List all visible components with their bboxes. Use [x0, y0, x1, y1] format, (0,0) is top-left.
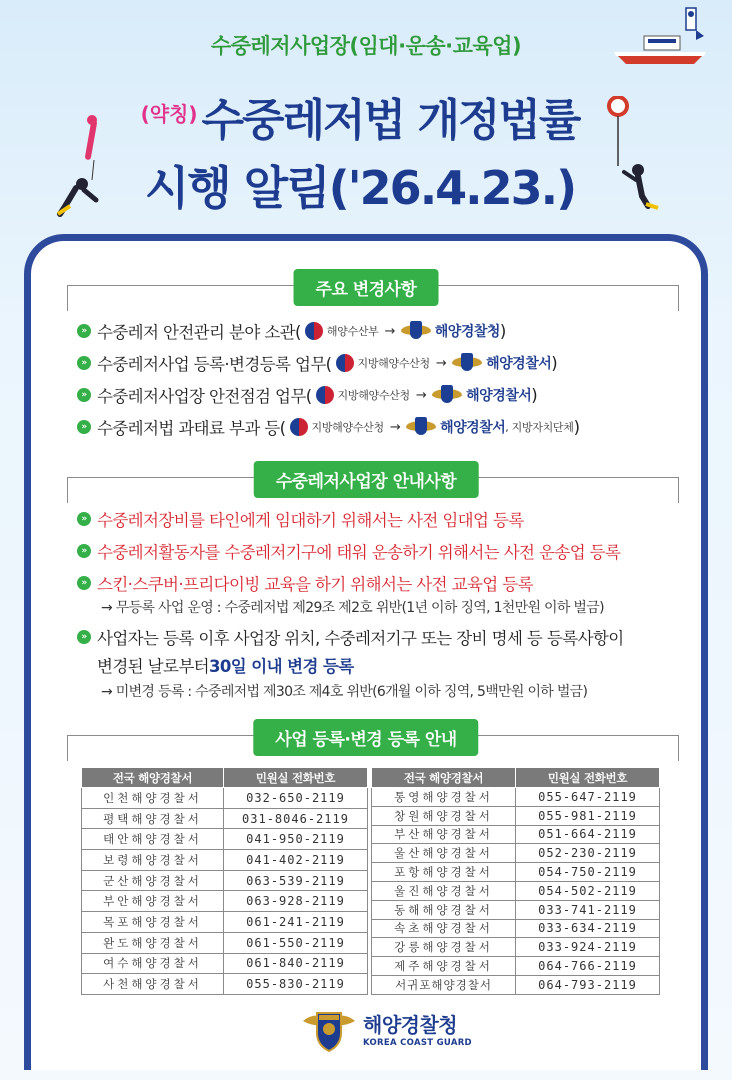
office-name: 창원해양경찰서	[372, 806, 516, 825]
guide-item-text: 사업자는 등록 이후 사업장 위치, 수중레저기구 또는 장비 명세 등 등록사항이	[97, 629, 624, 648]
office-phone: 041-402-2119	[224, 850, 368, 871]
office-name: 울진해양경찰서	[372, 881, 516, 900]
office-phone: 054-750-2119	[516, 863, 660, 882]
change-end: )	[573, 417, 580, 437]
logo-name: 해양경찰청	[363, 1012, 458, 1037]
coast-guard-emblem-icon	[301, 1003, 357, 1053]
change-item-text: 수중레저 안전관리 분야 소관(	[97, 323, 301, 342]
guide-item-text: 스킨·스쿠버·프리다이빙 교육을 하기 위해서는 사전 교육업 등록	[97, 575, 533, 594]
change-to: 해양경찰서	[440, 420, 506, 436]
table-row	[82, 808, 368, 829]
title-line2: 시행 알림('26.4.23.)	[144, 161, 576, 215]
change-from: 지방해양수산청	[337, 389, 410, 402]
office-phone: 054-502-2119	[516, 881, 660, 900]
arrow-icon: →	[384, 323, 395, 339]
title-line1-text: 수중레저법 개정법률	[201, 95, 580, 146]
guide-item-change-line2	[97, 653, 354, 677]
office-name: 제주해양경찰서	[372, 957, 516, 976]
table-row	[82, 850, 368, 871]
arrow-icon: →	[435, 355, 447, 371]
badge-guide: 수중레저사업장 안내사항	[254, 461, 479, 498]
office-name: 동해해양경찰서	[372, 900, 516, 919]
office-name: 울산해양경찰서	[372, 844, 516, 863]
table-row	[82, 788, 368, 809]
coast-guard-logo	[301, 1003, 472, 1053]
office-phone: 064-766-2119	[516, 957, 660, 976]
government-seal-icon	[290, 418, 308, 436]
office-name: 인천해양경찰서	[82, 788, 224, 809]
coast-guard-emblem-icon	[406, 417, 436, 437]
table-row	[82, 829, 368, 850]
office-phone: 063-539-2119	[224, 870, 368, 891]
bullet-icon: »	[77, 324, 91, 338]
col-office-header: 전국 해양경찰서	[82, 768, 224, 788]
office-phone: 041-950-2119	[224, 829, 368, 850]
government-seal-icon	[305, 322, 323, 340]
change-end: )	[499, 321, 506, 341]
office-name: 태안해양경찰서	[82, 829, 224, 850]
coast-guard-emblem-icon	[432, 385, 462, 405]
office-phone: 032-650-2119	[224, 788, 368, 809]
change-to: 해양경찰서	[486, 356, 552, 372]
bullet-icon: »	[77, 576, 91, 590]
arrow-icon: →	[389, 419, 401, 435]
office-phone: 061-241-2119	[224, 912, 368, 933]
office-table-right	[371, 767, 660, 995]
badge-registration: 사업 등록·변경 등록 안내	[253, 719, 478, 756]
change-item-text: 수중레저사업 등록·변경등록 업무(	[97, 355, 332, 374]
content-panel	[24, 234, 708, 1070]
bullet-icon: »	[77, 512, 91, 526]
bullet-icon: »	[77, 420, 91, 434]
office-phone: 063-928-2119	[224, 891, 368, 912]
col-office-header: 전국 해양경찰서	[372, 768, 516, 788]
guide-item-transport	[77, 539, 620, 563]
office-phone: 055-981-2119	[516, 806, 660, 825]
logo-english: KOREA COAST GUARD	[363, 1037, 472, 1048]
change-item-2	[77, 351, 557, 375]
office-name: 완도해양경찰서	[82, 932, 224, 953]
office-phone: 033-741-2119	[516, 900, 660, 919]
office-name: 통영해양경찰서	[372, 788, 516, 807]
table-row	[82, 870, 368, 891]
office-name: 강릉해양경찰서	[372, 938, 516, 957]
table-row	[372, 957, 660, 976]
table-row	[372, 863, 660, 882]
bullet-icon: »	[77, 388, 91, 402]
change-from: 지방해양수산청	[311, 421, 384, 434]
change-from: 해양수산부	[326, 325, 379, 338]
table-row	[372, 919, 660, 938]
office-name: 부안해양경찰서	[82, 891, 224, 912]
change-extra: , 지방자치단체	[505, 421, 574, 434]
col-phone-header: 민원실 전화번호	[516, 768, 660, 788]
change-item-3	[77, 383, 537, 407]
change-item-1	[77, 319, 506, 343]
government-seal-icon	[336, 354, 354, 372]
guide-item-rental	[77, 507, 524, 531]
table-row	[372, 788, 660, 807]
penalty-note-unchanged: → 미변경 등록 : 수중레저법 제30조 제4호 위반(6개월 이하 징역, 5백만원 이하 벌금)	[101, 684, 588, 700]
office-name: 부산해양경찰서	[372, 825, 516, 844]
office-name: 목포해양경찰서	[82, 912, 224, 933]
bullet-icon: »	[77, 544, 91, 558]
diver-right-icon	[606, 96, 662, 212]
office-phone: 051-664-2119	[516, 825, 660, 844]
table-row	[372, 938, 660, 957]
office-name: 군산해양경찰서	[82, 870, 224, 891]
diver-left-icon	[56, 110, 126, 220]
change-item-4	[77, 415, 579, 439]
table-row	[372, 900, 660, 919]
office-table-left	[81, 767, 368, 995]
office-name: 여수해양경찰서	[82, 953, 224, 974]
change-from: 지방해양수산청	[357, 357, 430, 370]
badge-main-changes: 주요 변경사항	[294, 269, 439, 306]
guide-item-text: 수중레저활동자를 수중레저기구에 태워 운송하기 위해서는 사전 운송업 등록	[97, 543, 621, 562]
office-phone: 031-8046-2119	[224, 808, 368, 829]
office-name: 속초해양경찰서	[372, 919, 516, 938]
col-phone-header: 민원실 전화번호	[224, 768, 368, 788]
office-phone: 055-830-2119	[224, 974, 368, 995]
office-phone: 033-924-2119	[516, 938, 660, 957]
table-row	[82, 932, 368, 953]
title-line1	[80, 84, 640, 148]
office-phone: 033-634-2119	[516, 919, 660, 938]
change-item-text: 수중레저법 과태료 부과 등(	[97, 419, 286, 438]
guide-item-text: 수중레저장비를 타인에게 임대하기 위해서는 사전 임대업 등록	[97, 511, 524, 530]
office-phone: 061-840-2119	[224, 953, 368, 974]
penalty-note-unregistered: → 무등록 사업 운영 : 수중레저법 제29조 제2호 위반(1년 이하 징역, 1천만원 이하 벌금)	[101, 600, 604, 616]
office-name: 보령해양경찰서	[82, 850, 224, 871]
office-name: 서귀포해양경찰서	[372, 975, 516, 994]
office-phone: 061-550-2119	[224, 932, 368, 953]
office-name: 포항해양경찰서	[372, 863, 516, 882]
table-row	[82, 891, 368, 912]
arrow-icon: →	[415, 387, 427, 403]
deadline-text: 30일 이내 변경 등록	[209, 657, 354, 676]
header-subtitle: 수중레저사업장(임대·운송·교육업)	[210, 34, 522, 58]
office-phone: 055-647-2119	[516, 788, 660, 807]
table-row	[372, 975, 660, 994]
guide-item-education	[77, 571, 533, 595]
ship-icon	[608, 6, 718, 70]
table-row	[372, 844, 660, 863]
bullet-icon: »	[77, 356, 91, 370]
guide-item-text: 변경된 날로부터	[97, 657, 210, 676]
office-phone: 064-793-2119	[516, 975, 660, 994]
change-to: 해양경찰서	[466, 388, 532, 404]
change-item-text: 수중레저사업장 안전점검 업무(	[97, 387, 312, 406]
table-row	[372, 881, 660, 900]
table-row	[82, 912, 368, 933]
coast-guard-emblem-icon	[401, 321, 431, 341]
change-to: 해양경찰청	[434, 324, 500, 340]
change-end: )	[531, 385, 538, 405]
office-name: 사천해양경찰서	[82, 974, 224, 995]
government-seal-icon	[316, 386, 334, 404]
table-row	[82, 974, 368, 995]
bullet-icon: »	[77, 630, 91, 644]
title-abbr: (약칭)	[140, 102, 198, 126]
table-row	[82, 953, 368, 974]
office-phone: 052-230-2119	[516, 844, 660, 863]
table-row	[372, 825, 660, 844]
coast-guard-emblem-icon	[452, 353, 482, 373]
guide-item-change	[77, 625, 624, 649]
office-name: 평택해양경찰서	[82, 808, 224, 829]
change-end: )	[551, 353, 558, 373]
table-row	[372, 806, 660, 825]
